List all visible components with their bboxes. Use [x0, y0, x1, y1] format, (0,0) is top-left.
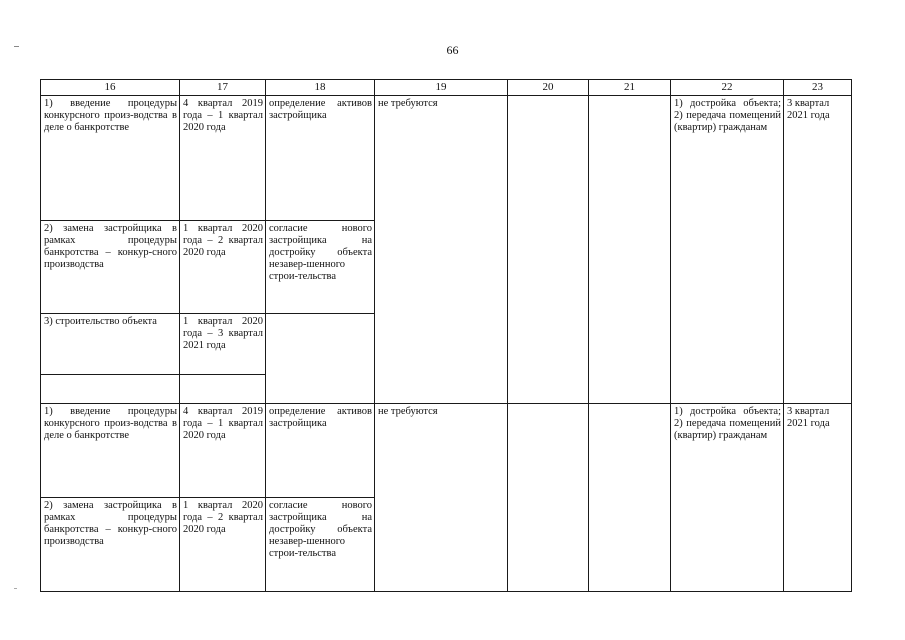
column-header: 17	[180, 80, 266, 96]
plan-table	[40, 79, 852, 592]
requirements-cell: не требуются	[375, 96, 508, 404]
spacer-cell	[41, 374, 180, 403]
result-cell: определение активов застройщика	[266, 404, 375, 498]
period-cell: 1 квартал 2020 года – 3 квартал 2021 года	[180, 314, 266, 375]
result-cell: определение активов застройщика	[266, 96, 375, 221]
table-row	[41, 96, 852, 221]
column-20-cell	[508, 404, 589, 592]
column-header: 19	[375, 80, 508, 96]
requirements-cell: не требуются	[375, 404, 508, 592]
result-cell: согласие нового застройщика на достройку объекта незавер-шенного строи-тельства	[266, 221, 375, 314]
period-cell: 1 квартал 2020 года – 2 квартал 2020 года	[180, 221, 266, 314]
column-header: 20	[508, 80, 589, 96]
column-header: 22	[671, 80, 784, 96]
page-number: 66	[446, 43, 459, 57]
period-cell: 1 квартал 2020 года – 2 квартал 2020 года	[180, 498, 266, 592]
deadline-cell: 3 квартал 2021 года	[784, 404, 852, 592]
column-20-cell	[508, 96, 589, 404]
deadline-cell: 3 квартал 2021 года	[784, 96, 852, 404]
stage-cell: 2) замена застройщика в рамках процедуры банкротства – конкур-сного производства	[41, 498, 180, 592]
column-header: 18	[266, 80, 375, 96]
column-header: 23	[784, 80, 852, 96]
scan-artifact	[14, 588, 17, 589]
period-cell: 4 квартал 2019 года – 1 квартал 2020 года	[180, 404, 266, 498]
spacer-cell	[180, 374, 266, 403]
stage-cell: 1) введение процедуры конкурсного произ-водства в деле о банкротстве	[41, 96, 180, 221]
period-cell: 4 квартал 2019 года – 1 квартал 2020 года	[180, 96, 266, 221]
stage-cell: 3) строительство объекта	[41, 314, 180, 375]
column-21-cell	[589, 96, 671, 404]
column-header: 16	[41, 80, 180, 96]
table-row	[41, 404, 852, 498]
result-cell	[266, 314, 375, 404]
outcome-cell: 1) достройка объекта; 2) передача помещений (квартир) гражданам	[671, 404, 784, 592]
stage-cell: 1) введение процедуры конкурсного произ-водства в деле о банкротстве	[41, 404, 180, 498]
column-header: 21	[589, 80, 671, 96]
outcome-cell: 1) достройка объекта; 2) передача помещений (квартир) гражданам	[671, 96, 784, 404]
result-cell: согласие нового застройщика на достройку объекта незавер-шенного строи-тельства	[266, 498, 375, 592]
column-21-cell	[589, 404, 671, 592]
header-row	[41, 80, 852, 96]
stage-cell: 2) замена застройщика в рамках процедуры банкротства – конкур-сного производства	[41, 221, 180, 314]
